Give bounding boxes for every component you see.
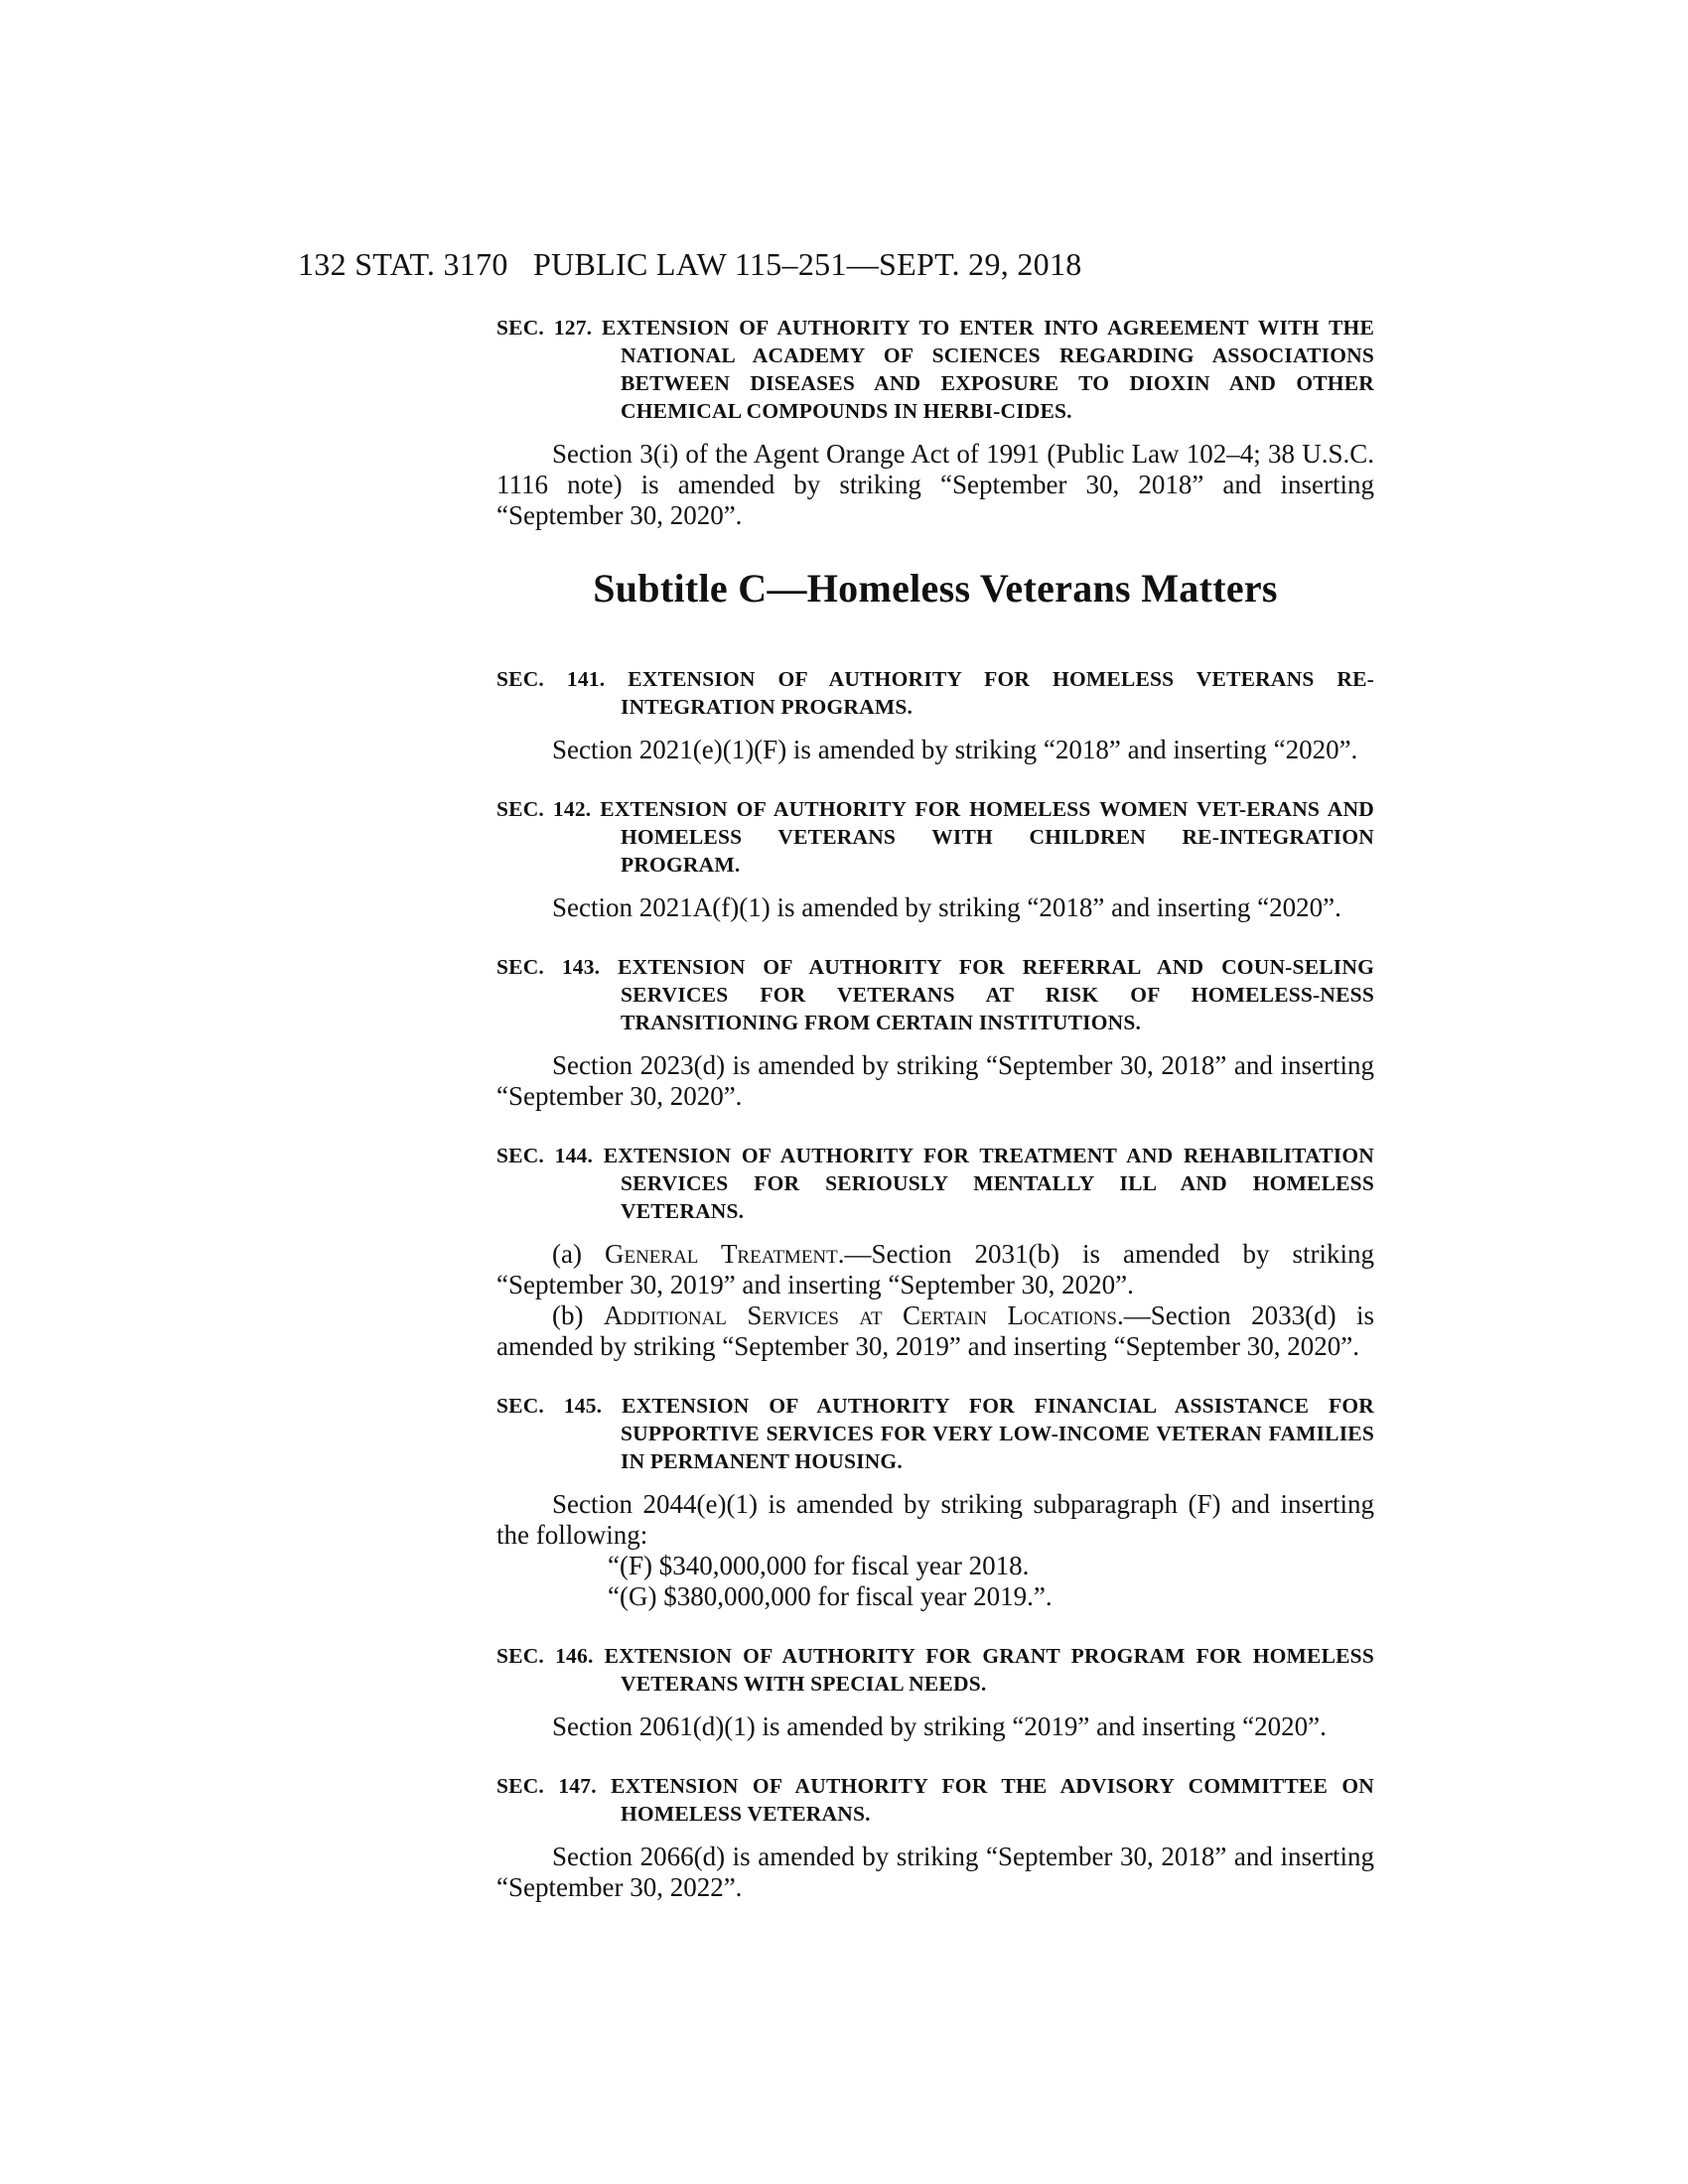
subsection-caption: General Treatment — [604, 1239, 838, 1269]
section-text: Section 2021(e)(1)(F) is amended by striking “2018” and inserting “2020”. — [552, 735, 1358, 764]
section-141 — [496, 665, 1374, 765]
section-text: Section 2061(d)(1) is amended by striking “2019” and inserting “2020”. — [552, 1711, 1327, 1741]
section-145 — [496, 1392, 1374, 1612]
section-143 — [496, 953, 1374, 1112]
section-127 — [496, 314, 1374, 531]
section-text: Section 2066(d) is amended by striking “September 30, 2018” and inserting “September 30, 2022”. — [496, 1842, 1374, 1902]
subsection-label: (a) — [552, 1239, 605, 1269]
public-law-citation: PUBLIC LAW 115–251—SEPT. 29, 2018 — [533, 246, 1082, 282]
section-heading: SEC. 146. EXTENSION OF AUTHORITY FOR GRANT PROGRAM FOR HOMELESS VETERANS WITH SPECIAL NEEDS. — [496, 1644, 1374, 1696]
section-147 — [496, 1772, 1374, 1903]
quoted-subparagraph-g: “(G) $380,000,000 for fiscal year 2019.”. — [608, 1581, 1053, 1611]
section-text: Section 2021A(f)(1) is amended by striking “2018” and inserting “2020”. — [552, 892, 1341, 922]
section-text: Section 2044(e)(1) is amended by striking subparagraph (F) and inserting the following: — [496, 1489, 1374, 1550]
running-header — [298, 246, 1400, 286]
subsection-label: (b) — [552, 1300, 604, 1330]
section-144 — [496, 1142, 1374, 1362]
section-text: Section 3(i) of the Agent Orange Act of 1991 (Public Law 102–4; 38 U.S.C. 1116 note) is amended by striking “September 30, 2018” and inserting “September 30, 2020”. — [496, 439, 1374, 530]
quoted-subparagraph-f: “(F) $340,000,000 for fiscal year 2018. — [608, 1551, 1030, 1580]
section-heading: SEC. 147. EXTENSION OF AUTHORITY FOR THE ADVISORY COMMITTEE ON HOMELESS VETERANS. — [496, 1774, 1374, 1826]
subtitle-heading: Subtitle C—Homeless Veterans Matters — [593, 566, 1278, 611]
subsection-a — [496, 1239, 1374, 1300]
stat-page-number: 132 STAT. 3170 — [298, 246, 508, 282]
section-142 — [496, 795, 1374, 923]
subsection-caption: Additional Services at Certain Locations — [603, 1300, 1117, 1330]
section-146 — [496, 1642, 1374, 1742]
section-heading: SEC. 143. EXTENSION OF AUTHORITY FOR REFERRAL AND COUN-SELING SERVICES FOR VETERANS AT RISK OF HOMELESS-NESS TRANSITIONING FROM CERTAIN INSTITUTIONS. — [496, 955, 1374, 1034]
section-heading: SEC. 141. EXTENSION OF AUTHORITY FOR HOMELESS VETERANS RE-INTEGRATION PROGRAMS. — [496, 667, 1374, 719]
section-heading: SEC. 144. EXTENSION OF AUTHORITY FOR TREATMENT AND REHABILITATION SERVICES FOR SERIOUSLY MENTALLY ILL AND HOMELESS VETERANS. — [496, 1144, 1374, 1223]
subsection-text: .—Section 2033(d) is amended by striking “September 30, 2019” and inserting “September 30, 2020”. — [496, 1300, 1375, 1361]
section-heading: SEC. 145. EXTENSION OF AUTHORITY FOR FINANCIAL ASSISTANCE FOR SUPPORTIVE SERVICES FOR VERY LOW-INCOME VETERAN FAMILIES IN PERMANENT HOUSING. — [496, 1394, 1374, 1473]
section-heading: SEC. 127. EXTENSION OF AUTHORITY TO ENTER INTO AGREEMENT WITH THE NATIONAL ACADEMY OF SCIENCES REGARDING ASSOCIATIONS BETWEEN DISEASES AND EXPOSURE TO DIOXIN AND OTHER CHEMICAL COMPOUNDS IN HERBI-CIDES. — [496, 316, 1374, 423]
section-text: Section 2023(d) is amended by striking “September 30, 2018” and inserting “September 30, 2020”. — [496, 1050, 1374, 1111]
subsection-text: .—Section 2031(b) is amended by striking “September 30, 2019” and inserting “September 30, 2020”. — [496, 1239, 1375, 1299]
subsection-b — [496, 1300, 1374, 1362]
section-heading: SEC. 142. EXTENSION OF AUTHORITY FOR HOMELESS WOMEN VET-ERANS AND HOMELESS VETERANS WITH CHILDREN RE-INTEGRATION PROGRAM. — [496, 797, 1374, 877]
document-body — [496, 314, 1374, 1903]
